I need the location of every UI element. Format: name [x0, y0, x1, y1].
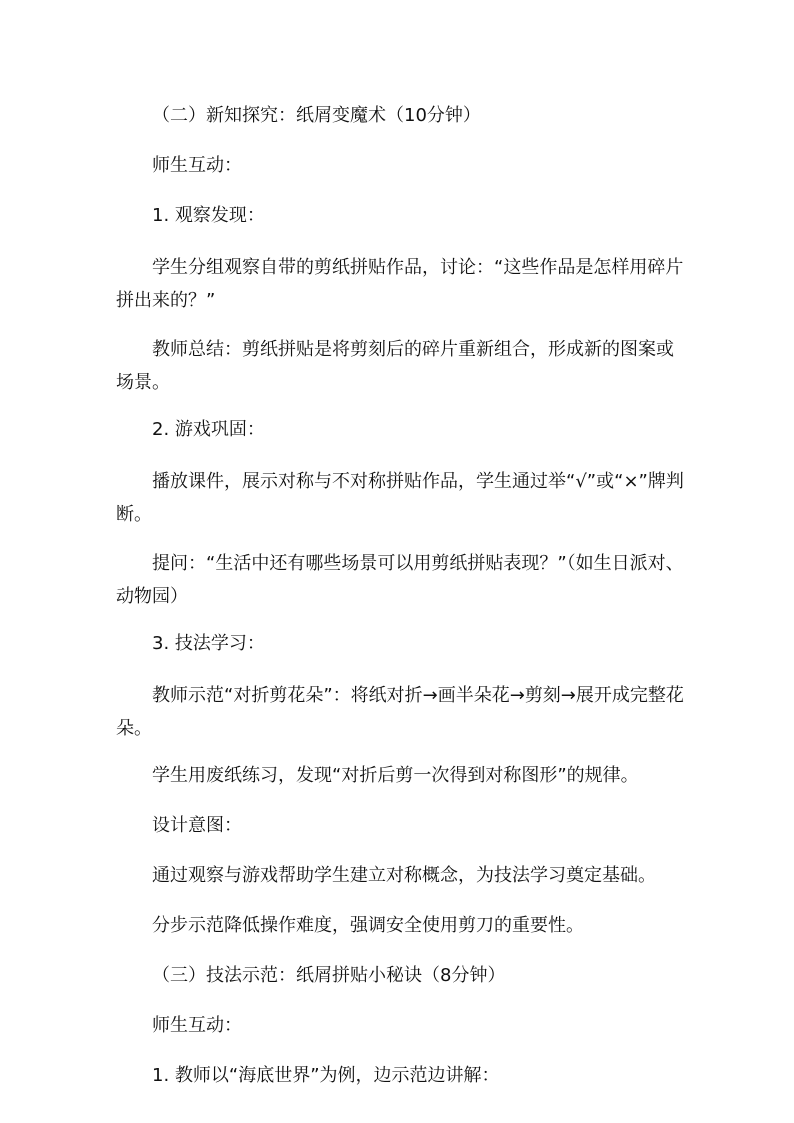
- teacher-student-interaction-label-2: 师生互动：: [152, 1015, 242, 1036]
- step-technique-heading: 3. 技法学习：: [152, 633, 265, 654]
- teacher-summary-paragraph: 教师总结：剪纸拼贴是将剪刻后的碎片重新组合，形成新的图案或场景。: [116, 339, 674, 393]
- design-intent-paragraph-2: 分步示范降低操作难度，强调安全使用剪刀的重要性。: [152, 915, 584, 936]
- section-heading-technique: （三）技法示范：纸屑拼贴小秘诀（8分钟）: [152, 965, 506, 986]
- practice-paragraph: 学生用废纸练习，发现“对折后剪一次得到对称图形”的规律。: [152, 765, 639, 786]
- teacher-student-interaction-label: 师生互动：: [152, 155, 242, 176]
- design-intent-label: 设计意图：: [152, 815, 242, 836]
- courseware-judgment-paragraph: 播放课件，展示对称与不对称拼贴作品，学生通过举“√”或“×”牌判断。: [116, 471, 684, 525]
- section-heading-exploration: （二）新知探究：纸屑变魔术（10分钟）: [152, 105, 481, 126]
- document-body: [116, 101, 686, 1111]
- step-game-heading: 2. 游戏巩固：: [152, 419, 265, 440]
- ocean-world-demonstration-paragraph: 1. 教师以“海底世界”为例，边示范边讲解：: [152, 1065, 500, 1086]
- folding-demonstration-paragraph: 教师示范“对折剪花朵”：将纸对折→画半朵花→剪刻→展开成完整花朵。: [116, 685, 684, 739]
- question-paragraph: 提问：“生活中还有哪些场景可以用剪纸拼贴表现？”（如生日派对、动物园）: [116, 553, 684, 607]
- group-observation-paragraph: 学生分组观察自带的剪纸拼贴作品，讨论：“这些作品是怎样用碎片拼出来的？”: [116, 257, 684, 311]
- design-intent-paragraph-1: 通过观察与游戏帮助学生建立对称概念，为技法学习奠定基础。: [152, 865, 656, 886]
- step-observe-heading: 1. 观察发现：: [152, 205, 265, 226]
